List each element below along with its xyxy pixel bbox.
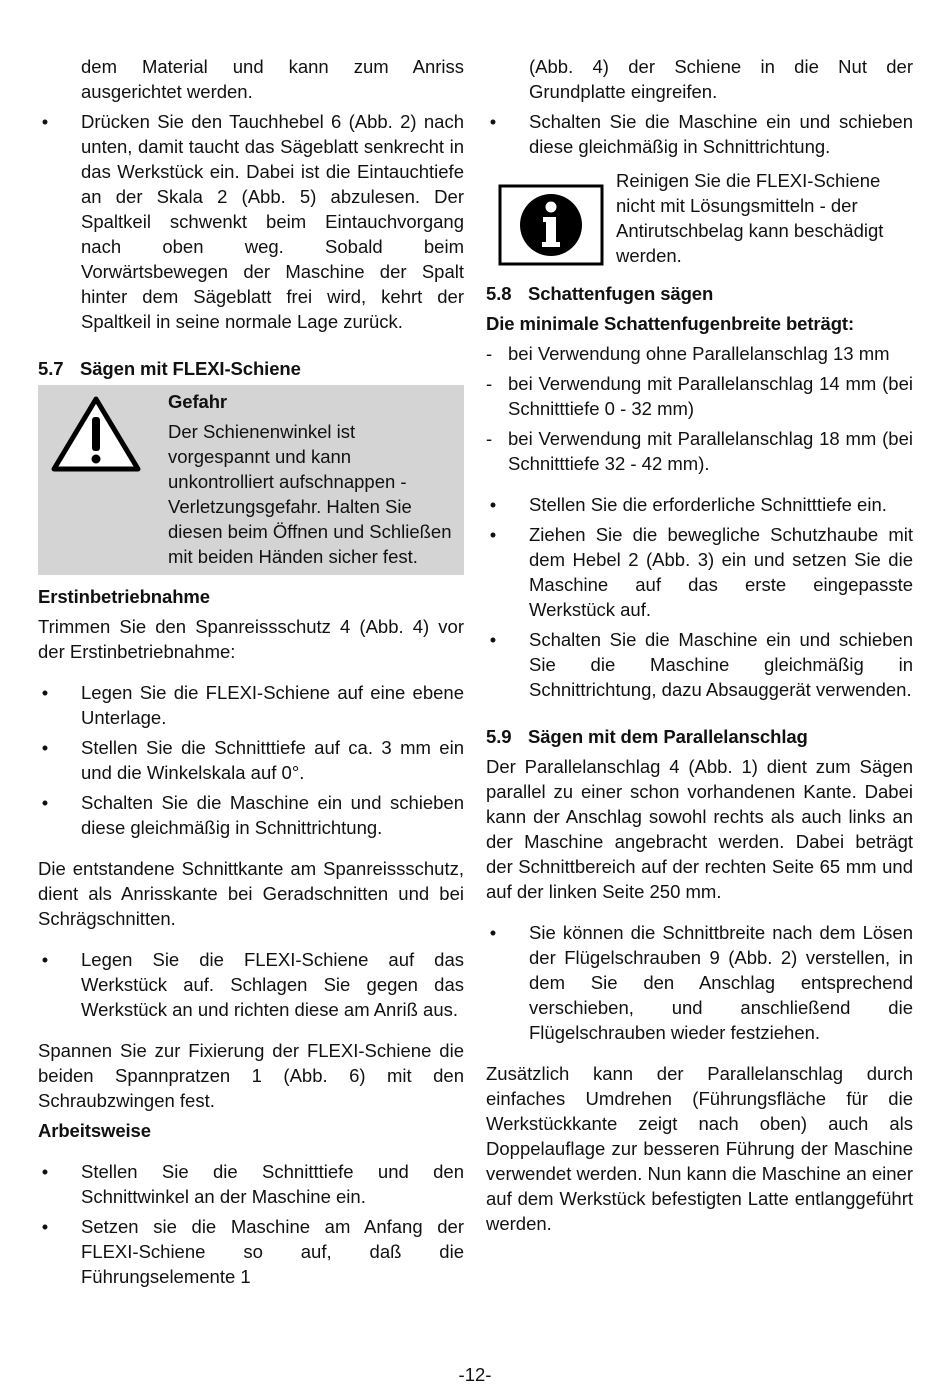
continued-bullet	[38, 54, 464, 104]
section-title: Sägen mit FLEXI-Schiene	[80, 358, 301, 379]
bullet-glyph: •	[41, 682, 49, 703]
right-column	[486, 54, 913, 1236]
bullet-text: Schalten Sie die Maschine ein und schieben diese gleichmäßig in Schnittrichtung.	[529, 111, 913, 157]
bullet-glyph: •	[489, 494, 497, 515]
bullet-text: Ziehen Sie die bewegliche Schutzhaube mit dem Hebel 2 (Abb. 3) ein und setzen Sie die Maschine auf das erste eingepasste Werkstück auf.	[529, 524, 913, 620]
bullet-text: Stellen Sie die Schnitttiefe und den Schnittwinkel an der Maschine ein.	[81, 1161, 464, 1207]
bullet-glyph: •	[489, 922, 497, 943]
section-number: 5.7	[38, 358, 64, 379]
bullet-glyph: •	[41, 1216, 49, 1237]
section-heading-5-9	[486, 724, 913, 749]
info-text: Reinigen Sie die FLEXI-Schiene nicht mit Lösungsmitteln - der Antirutschbelag kann beschädigt werden.	[616, 170, 884, 266]
continued-text: dem Material und kann zum Anriss ausgerichtet werden.	[81, 56, 464, 102]
first-use-text: Trimmen Sie den Spanreissschutz 4 (Abb. 4) vor der Erstinbetriebnahme:	[38, 616, 464, 662]
bullet-glyph: •	[41, 737, 49, 758]
clamp-text: Spannen Sie zur Fixierung der FLEXI-Schiene die beiden Spannpratzen 1 (Abb. 6) mit den Schraubzwingen fest.	[38, 1040, 464, 1111]
section-title: Schattenfugen sägen	[528, 283, 714, 304]
bullet-item	[486, 109, 913, 159]
dash-glyph: -	[486, 428, 493, 449]
dash-text: bei Verwendung mit Parallelanschlag 18 mm (bei Schnitttiefe 32 - 42 mm).	[508, 428, 913, 474]
dash-glyph: -	[486, 373, 493, 394]
section-heading-5-7	[38, 356, 464, 381]
bullet-text: Legen Sie die FLEXI-Schiene auf eine ebene Unterlage.	[81, 682, 464, 728]
bullet-text: Stellen Sie die erforderliche Schnitttiefe ein.	[529, 494, 887, 515]
dash-text: bei Verwendung mit Parallelanschlag 14 mm (bei Schnitttiefe 0 - 32 mm)	[508, 373, 913, 419]
section-number: 5.9	[486, 726, 512, 747]
left-column	[38, 54, 464, 1289]
bullet-item	[486, 522, 913, 622]
dash-item	[486, 426, 913, 476]
continued-bullet	[486, 54, 913, 104]
warning-title: Gefahr	[168, 391, 228, 412]
bullet-item	[486, 492, 913, 517]
bullet-item	[38, 109, 464, 334]
bullet-glyph: •	[489, 629, 497, 650]
dash-item	[486, 371, 913, 421]
info-box	[486, 168, 913, 272]
info-icon	[498, 184, 604, 266]
bullet-glyph: •	[41, 1161, 49, 1182]
bullet-glyph: •	[489, 111, 497, 132]
first-use-heading: Erstinbetriebnahme	[38, 586, 210, 607]
edge-text: Die entstandene Schnittkante am Spanreissschutz, dient als Anrisskante bei Geradschnitten und bei Schrägschnitten.	[38, 858, 464, 929]
min-width-heading: Die minimale Schattenfugenbreite beträgt:	[486, 313, 855, 334]
page-number: -12-	[458, 1364, 492, 1385]
bullet-text: Setzen sie die Maschine am Anfang der FLEXI-Schiene so auf, daß die Führungselemente 1	[81, 1216, 464, 1287]
section-heading-5-8	[486, 281, 913, 306]
section-title: Sägen mit dem Parallelanschlag	[528, 726, 808, 747]
dash-text: bei Verwendung ohne Parallelanschlag 13 mm	[508, 343, 890, 364]
bullet-text: Schalten Sie die Maschine ein und schieben diese gleichmäßig in Schnittrichtung.	[81, 792, 464, 838]
bullet-text: Stellen Sie die Schnitttiefe auf ca. 3 mm ein und die Winkelskala auf 0°.	[81, 737, 464, 783]
warning-text-block	[168, 389, 458, 569]
warning-text: Der Schienenwinkel ist vorgespannt und kann unkontrolliert aufschnappen - Verletzungsgefahr. Halten Sie diesen beim Öffnen und Schließen mit beiden Händen sicher fest.	[168, 421, 452, 567]
warning-box	[38, 385, 464, 575]
dash-glyph: -	[486, 343, 493, 364]
bullet-text: Sie können die Schnittbreite nach dem Lösen der Flügelschrauben 9 (Abb. 2) verstellen, in dem Sie den Anschlag entsprechend verschieben, und anschließend die Flügelschrauben wieder festziehen.	[529, 922, 913, 1043]
warning-triangle-icon	[50, 393, 142, 475]
bullet-item	[486, 920, 913, 1045]
bullet-item	[38, 947, 464, 1022]
parallel-text: Der Parallelanschlag 4 (Abb. 1) dient zum Sägen parallel zu einer schon vorhandenen Kante. Dabei kann der Anschlag sowohl rechts als auch links an der Maschine angebracht werden. Dabei beträgt der Schnittbereich auf der rechten Seite 65 mm und auf der linken Seite 250 mm.	[486, 756, 913, 902]
bullet-item	[38, 735, 464, 785]
bullet-text: Drücken Sie den Tauchhebel 6 (Abb. 2) nach unten, damit taucht das Sägeblatt senkrecht in das Werkstück ein. Dabei ist die Eintauchtiefe an der Skala 2 (Abb. 5) abzulesen. Der Spaltkeil schwenkt beim Eintauchvorgang nach oben weg. Sobald beim Vorwärtsbewegen der Maschine der Spalt hinter dem Sägeblatt frei wird, kehrt der Spaltkeil in seine normale Lage zurück.	[81, 111, 464, 332]
bullet-item	[38, 680, 464, 730]
bullet-item	[38, 1214, 464, 1289]
bullet-glyph: •	[41, 792, 49, 813]
extra-text: Zusätzlich kann der Parallelanschlag durch einfaches Umdrehen (Führungsfläche für die Werkstückkante zeigt nach oben) auch als Doppelauflage zur besseren Führung der Maschine verwendet werden. Nun kann die Maschine an einer auf dem Werkstück befestigten Latte entlanggeführt werden.	[486, 1063, 913, 1234]
bullet-glyph: •	[41, 949, 49, 970]
work-heading: Arbeitsweise	[38, 1120, 151, 1141]
dash-item	[486, 341, 913, 366]
bullet-item	[38, 1159, 464, 1209]
bullet-item	[486, 627, 913, 702]
bullet-glyph: •	[489, 524, 497, 545]
continued-text: (Abb. 4) der Schiene in die Nut der Grundplatte eingreifen.	[529, 56, 913, 102]
bullet-text: Schalten Sie die Maschine ein und schieben Sie die Maschine gleichmäßig in Schnittrichtung, dazu Absauggerät verwenden.	[529, 629, 913, 700]
bullet-text: Legen Sie die FLEXI-Schiene auf das Werkstück auf. Schlagen Sie gegen das Werkstück an und richten diese am Anriß aus.	[81, 949, 464, 1020]
bullet-glyph: •	[41, 111, 49, 132]
section-number: 5.8	[486, 283, 512, 304]
bullet-item	[38, 790, 464, 840]
